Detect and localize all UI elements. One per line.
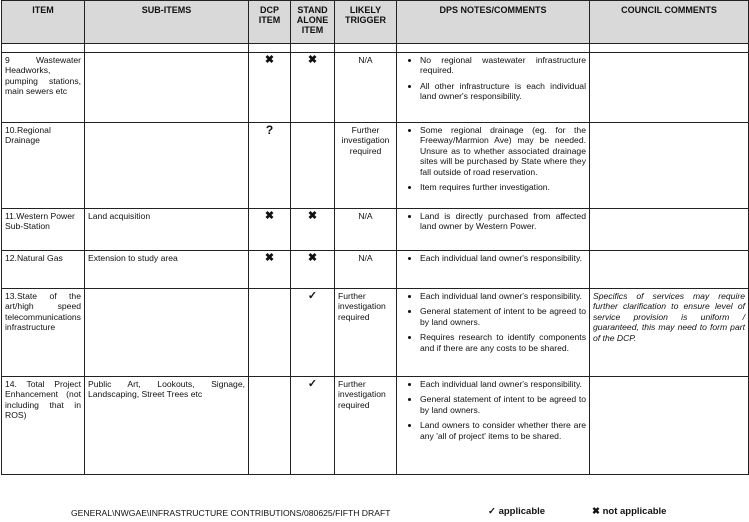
check-icon: ✓ bbox=[291, 289, 335, 377]
council-cell bbox=[590, 209, 749, 251]
spacer-row bbox=[2, 44, 749, 53]
dcp-cell bbox=[249, 377, 291, 475]
sub-item-cell: Public Art, Lookouts, Signage, Landscaping, Street Trees etc bbox=[85, 377, 249, 475]
trigger-cell: Further investigation required bbox=[335, 123, 397, 209]
header-dps-notes: DPS NOTES/COMMENTS bbox=[397, 1, 590, 44]
note-item: • All other infrastructure is each individual land owner's responsibility. bbox=[420, 81, 586, 102]
cross-icon: ✖ bbox=[249, 251, 291, 289]
notes-cell bbox=[397, 123, 590, 209]
header-likely-trigger: LIKELY TRIGGER bbox=[335, 1, 397, 44]
dcp-cell bbox=[249, 289, 291, 377]
sub-item-cell bbox=[85, 123, 249, 209]
note-item: • Each individual land owner's responsibility. bbox=[420, 291, 586, 301]
cross-icon: ✖ bbox=[249, 209, 291, 251]
header-dcp-item: DCP ITEM bbox=[249, 1, 291, 44]
check-icon: ✓ bbox=[291, 377, 335, 475]
council-cell bbox=[590, 53, 749, 123]
note-item: • Some regional drainage (eg. for the Freeway/Marmion Ave) may be needed. Unsure as to whether associated drainage sites will be purchased by State where they fall outside of road reservation. bbox=[420, 125, 586, 177]
note-item: • Each individual land owner's responsibility. bbox=[420, 379, 586, 389]
notes-cell bbox=[397, 53, 590, 123]
header-council-comments: COUNCIL COMMENTS bbox=[590, 1, 749, 44]
item-cell: 14. Total Project Enhancement (not including that in ROS) bbox=[2, 377, 85, 475]
note-item: • Each individual land owner's responsibility. bbox=[420, 253, 586, 263]
infrastructure-table bbox=[1, 0, 749, 475]
item-cell: 10.Regional Drainage bbox=[2, 123, 85, 209]
sub-item-cell bbox=[85, 53, 249, 123]
cross-icon: ✖ bbox=[291, 53, 335, 123]
sub-item-cell bbox=[85, 289, 249, 377]
table-row bbox=[2, 251, 749, 289]
legend-not-applicable: ✖ not applicable bbox=[592, 506, 667, 517]
header-row bbox=[2, 1, 749, 44]
header-item: ITEM bbox=[2, 1, 85, 44]
item-cell: 13.State of the art/high speed telecommunications infrastructure bbox=[2, 289, 85, 377]
table-row bbox=[2, 289, 749, 377]
council-cell bbox=[590, 377, 749, 475]
council-cell bbox=[590, 251, 749, 289]
note-item: • General statement of intent to be agreed to by land owners. bbox=[420, 394, 586, 415]
notes-cell bbox=[397, 209, 590, 251]
header-stand-alone: STAND ALONE ITEM bbox=[291, 1, 335, 44]
table-row bbox=[2, 53, 749, 123]
stand-alone-cell bbox=[291, 123, 335, 209]
trigger-cell: Further investigation required bbox=[335, 377, 397, 475]
note-item: • Land owners to consider whether there are any 'all of project' items to be shared. bbox=[420, 420, 586, 441]
sub-item-cell: Land acquisition bbox=[85, 209, 249, 251]
trigger-cell: N/A bbox=[335, 209, 397, 251]
cross-icon: ✖ bbox=[291, 251, 335, 289]
note-item: • Requires research to identify components and if there are any costs to be shared. bbox=[420, 332, 586, 353]
council-cell: Specifics of services may require further clarification to ensure level of service provision is uniform / guaranteed, this may need to form part of the DCP. bbox=[590, 289, 749, 377]
cross-icon: ✖ bbox=[249, 53, 291, 123]
trigger-cell: Further investigation required bbox=[335, 289, 397, 377]
notes-cell bbox=[397, 251, 590, 289]
note-item: • Item requires further investigation. bbox=[420, 182, 586, 192]
legend-applicable: ✓ applicable bbox=[488, 506, 546, 517]
notes-cell bbox=[397, 377, 590, 475]
table-row bbox=[2, 377, 749, 475]
table-row bbox=[2, 209, 749, 251]
note-item: • Land is directly purchased from affected land owner by Western Power. bbox=[420, 211, 586, 232]
notes-cell bbox=[397, 289, 590, 377]
note-item: • No regional wastewater infrastructure required. bbox=[420, 55, 586, 76]
item-cell: 9 Wastewater Headworks, pumping stations, main sewers etc bbox=[2, 53, 85, 123]
table-row bbox=[2, 123, 749, 209]
footer-file-path: GENERAL\NWGAE\INFRASTRUCTURE CONTRIBUTIONS/080625/FIFTH DRAFT bbox=[71, 508, 391, 518]
cross-icon: ✖ bbox=[291, 209, 335, 251]
trigger-cell: N/A bbox=[335, 251, 397, 289]
note-item: • General statement of intent to be agreed to by land owners. bbox=[420, 306, 586, 327]
sub-item-cell: Extension to study area bbox=[85, 251, 249, 289]
header-sub-items: SUB-ITEMS bbox=[85, 1, 249, 44]
trigger-cell: N/A bbox=[335, 53, 397, 123]
question-icon: ? bbox=[249, 123, 291, 209]
item-cell: 12.Natural Gas bbox=[2, 251, 85, 289]
council-cell bbox=[590, 123, 749, 209]
item-cell: 11.Western Power Sub-Station bbox=[2, 209, 85, 251]
